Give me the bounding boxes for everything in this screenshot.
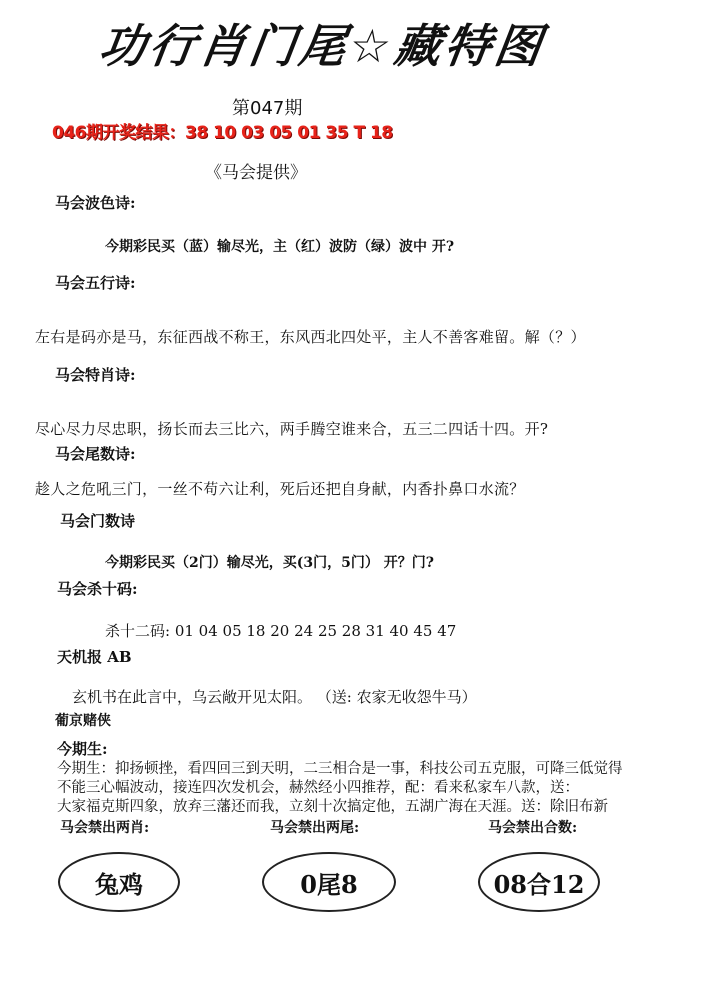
today-label: 今期生:	[57, 740, 108, 758]
today-text-line3: 大家福克斯四象，放弃三藩还而我，立刻十次搞定他，五湖广海在天涯。送：除旧布新	[57, 799, 608, 815]
today-text-line2: 不能三心幅波动，接连四次发机会，赫然经小四推荐，配：看来私家车八款，送：	[57, 780, 579, 796]
page-title: 功行肖门尾☆藏特图	[95, 19, 549, 73]
banned-tail-value	[262, 852, 396, 912]
gambler-label: 葡京赌侠	[55, 713, 111, 729]
kill-twelve-numbers: 杀十二码: 01 04 05 18 20 24 25 28 31 40 45 47	[105, 622, 457, 640]
issue-number: 第047期	[232, 98, 303, 119]
five-elements-label: 马会五行诗:	[55, 274, 136, 292]
banned-sum-label: 马会禁出合数:	[488, 820, 578, 836]
five-elements-text: 左右是码亦是马，东征西战不称王，东风西北四处平，主人不善客难留。解（？）	[35, 328, 586, 346]
banned-zodiac-text: 兔鸡	[95, 869, 143, 899]
banned-sum-text: 08合12	[493, 869, 585, 899]
wave-poem-text: 今期彩民买（蓝）输尽光，主（红）波防（绿）波中 开?	[105, 239, 455, 255]
sky-report-text: 玄机书在此言中，乌云敞开见太阳。 （送: 农家无收怨牛马）	[72, 688, 477, 706]
provider-label: 《马会提供》	[205, 163, 307, 183]
banned-sum-value	[478, 852, 600, 912]
banned-tail-label: 马会禁出两尾:	[270, 820, 360, 836]
tail-poem-label: 马会尾数诗:	[55, 445, 136, 463]
sky-report-label: 天机报 AB	[57, 648, 132, 666]
previous-result: 046期开奖结果：38 10 03 05 01 35 T 18	[52, 123, 393, 143]
banned-zodiac-label: 马会禁出两肖:	[60, 820, 150, 836]
door-poem-label: 马会门数诗	[60, 512, 136, 530]
kill-ten-label: 马会杀十码:	[57, 580, 138, 598]
zodiac-poem-text: 尽心尽力尽忠职，扬长而去三比六，两手腾空谁来合，五三二四话十四。开?	[35, 420, 549, 438]
door-poem-text: 今期彩民买（2门）输尽光，买(3门，5门） 开？门?	[105, 555, 434, 571]
banned-zodiac-value	[58, 852, 180, 912]
today-text-line1: 今期生：抑扬顿挫，看四回三到天明，二三相合是一事，科技公司五克服，可降三低觉得	[57, 761, 623, 777]
wave-poem-label: 马会波色诗:	[55, 194, 136, 212]
tail-poem-text: 趁人之危吼三门，一丝不苟六让利，死后还把自身献，内香扑鼻口水流？	[35, 480, 525, 498]
zodiac-poem-label: 马会特肖诗:	[55, 366, 136, 384]
banned-tail-text: 0尾8	[300, 869, 358, 899]
